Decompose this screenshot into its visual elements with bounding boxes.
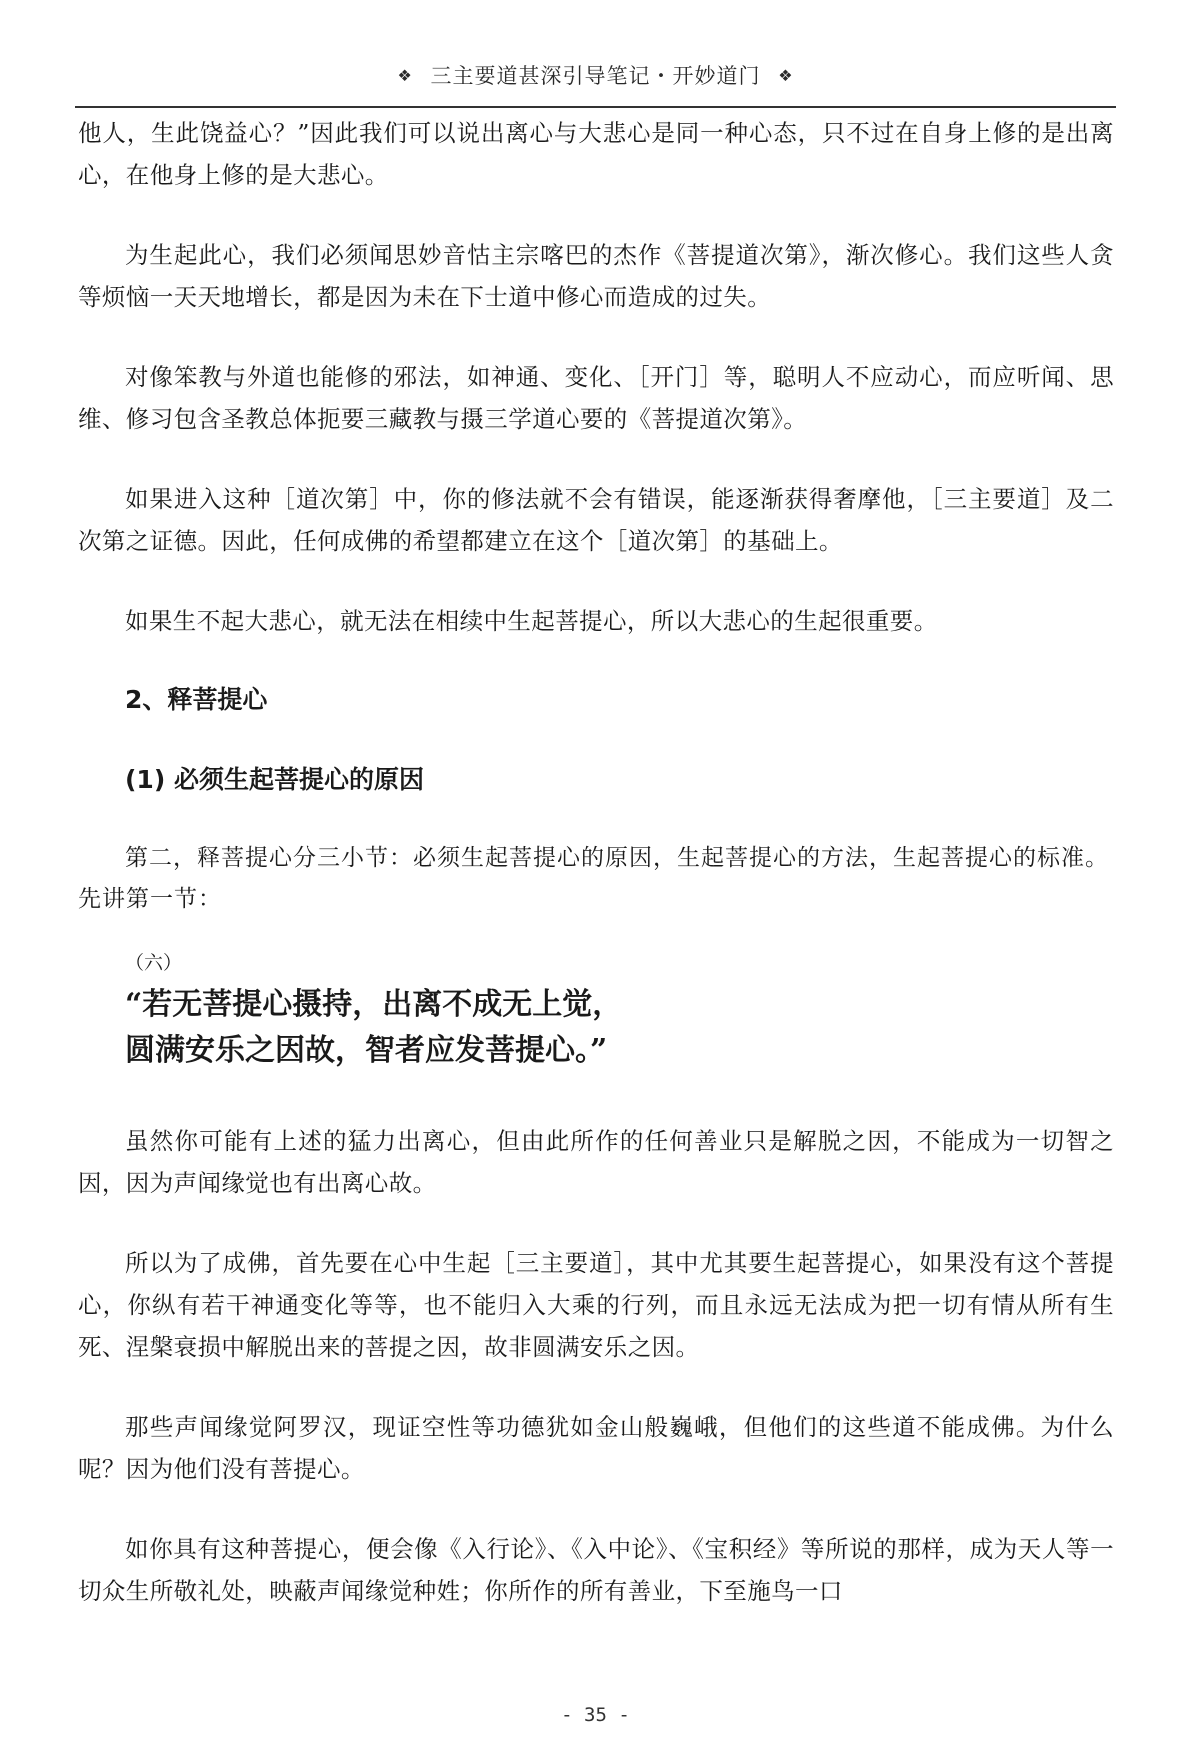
ornament-left-icon: ❖ bbox=[397, 66, 413, 85]
paragraph: 如果进入这种［道次第］中，你的修法就不会有错误，能逐渐获得奢摩他，［三主要道］及二次第之证德。因此，任何成佛的希望都建立在这个［道次第］的基础上。 bbox=[78, 485, 1114, 555]
section-intro: 第二，释菩提心分三小节：必须生起菩提心的原因，生起菩提心的方法，生起菩提心的标准。先讲第一节： bbox=[78, 845, 1109, 912]
book-title: 三主要道甚深引导笔记・开妙道门 bbox=[430, 64, 761, 88]
paragraph: 如果生不起大悲心，就无法在相续中生起菩提心，所以大悲心的生起很重要。 bbox=[125, 607, 938, 635]
verse-line-1: “若无菩提心摄持，出离不成无上觉， bbox=[125, 987, 623, 1022]
paragraph: 虽然你可能有上述的猛力出离心，但由此所作的任何善业只是解脱之因，不能成为一切智之因，因为声闻缘觉也有出离心故。 bbox=[78, 1127, 1114, 1197]
paragraph: 那些声闻缘觉阿罗汉，现证空性等功德犹如金山般巍峨，但他们的这些道不能成佛。为什么呢？因为他们没有菩提心。 bbox=[78, 1413, 1114, 1483]
subsection-heading: (1) 必须生起菩提心的原因 bbox=[125, 765, 424, 794]
page-number: - 35 - bbox=[561, 1704, 630, 1726]
page-body bbox=[78, 112, 1114, 1650]
paragraph: 为生起此心，我们必须闻思妙音怙主宗喀巴的杰作《菩提道次第》，渐次修心。我们这些人贪等烦恼一天天地增长，都是因为未在下士道中修心而造成的过失。 bbox=[78, 241, 1114, 311]
ornament-right-icon: ❖ bbox=[778, 66, 794, 85]
section-heading: 2、释菩提心 bbox=[125, 685, 268, 714]
paragraph: 他人，生此饶益心？”因此我们可以说出离心与大悲心是同一种心态，只不过在自身上修的是出离心，在他身上修的是大悲心。 bbox=[78, 119, 1114, 189]
verse-number: （六） bbox=[125, 952, 183, 974]
paragraph: 所以为了成佛，首先要在心中生起［三主要道］，其中尤其要生起菩提心，如果没有这个菩提心，你纵有若干神通变化等等，也不能归入大乘的行列，而且永远无法成为把一切有情从所有生死、涅槃衰损中解脱出来的菩提之因，故非圆满安乐之因。 bbox=[78, 1249, 1114, 1361]
paragraph: 如你具有这种菩提心，便会像《入行论》、《入中论》、《宝积经》等所说的那样，成为天人等一切众生所敬礼处，映蔽声闻缘觉种姓；你所作的所有善业，下至施鸟一口 bbox=[78, 1535, 1114, 1605]
root-verse bbox=[78, 982, 1114, 1074]
verse-line-2: 圆满安乐之因故，智者应发菩提心。” bbox=[125, 1033, 608, 1068]
running-header bbox=[75, 60, 1116, 90]
paragraph: 对像笨教与外道也能修的邪法，如神通、变化、［开门］等，聪明人不应动心，而应听闻、思维、修习包含圣教总体扼要三藏教与摄三学道心要的《菩提道次第》。 bbox=[78, 363, 1114, 433]
header-rule bbox=[75, 106, 1116, 108]
